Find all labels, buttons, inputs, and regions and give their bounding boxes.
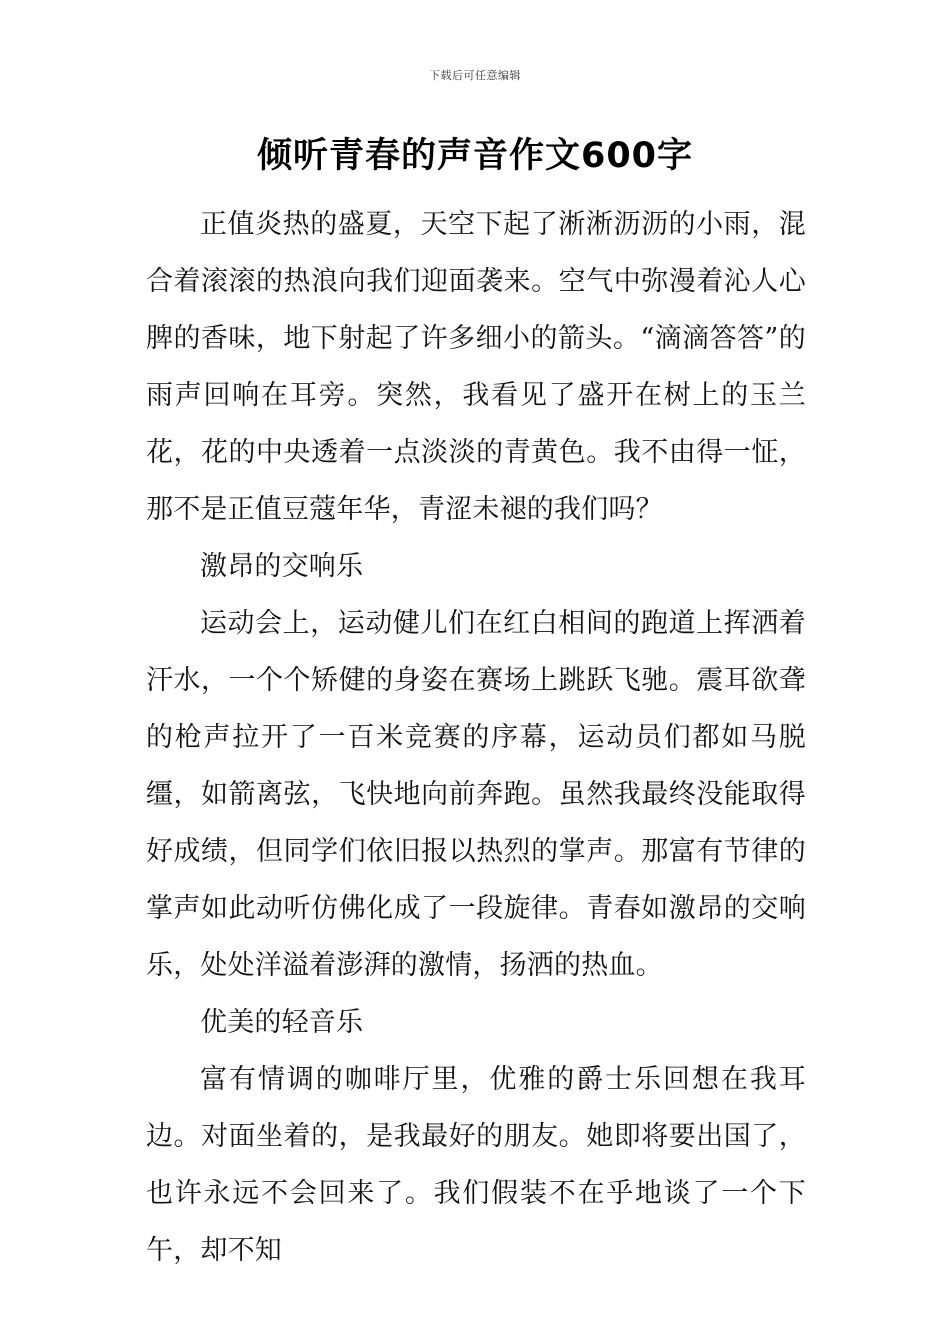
paragraph-symphony: 运动会上，运动健儿们在红白相间的跑道上挥洒着汗水，一个个矫健的身姿在赛场上跳跃飞驰。震耳欲聋的枪声拉开了一百米竞赛的序幕，运动员们都如马脱缰，如箭离弦，飞快地向前奔跑。虽然我最终没能取得好成绩，但同学们依旧报以热烈的掌声。那富有节律的掌声如此动听仿佛化成了一段旋律。青春如激昂的交响乐，处处洋溢着澎湃的激情，扬洒的热血。 [146, 608, 806, 981]
section-heading-light-music: 优美的轻音乐 [200, 1007, 364, 1038]
paragraph-light-music: 富有情调的咖啡厅里，优雅的爵士乐回想在我耳边。对面坐着的，是我最好的朋友。她即将要出国了，也许永远不会回来了。我们假装不在乎地谈了一个下午，却不知 [146, 1064, 806, 1266]
document-body [146, 196, 806, 1279]
document-title: 倾听青春的声音作文600字 [256, 136, 694, 176]
header-note: 下载后可任意编辑 [429, 69, 521, 82]
section-heading-symphony: 激昂的交响乐 [200, 551, 364, 582]
paragraph-intro: 正值炎热的盛夏，天空下起了淅淅沥沥的小雨，混合着滚滚的热浪向我们迎面袭来。空气中弥漫着沁人心脾的香味，地下射起了许多细小的箭头。“滴滴答答”的雨声回响在耳旁。突然，我看见了盛开在树上的玉兰花，花的中央透着一点淡淡的青黄色。我不由得一怔，那不是正值豆蔻年华，青涩未褪的我们吗？ [146, 209, 806, 525]
